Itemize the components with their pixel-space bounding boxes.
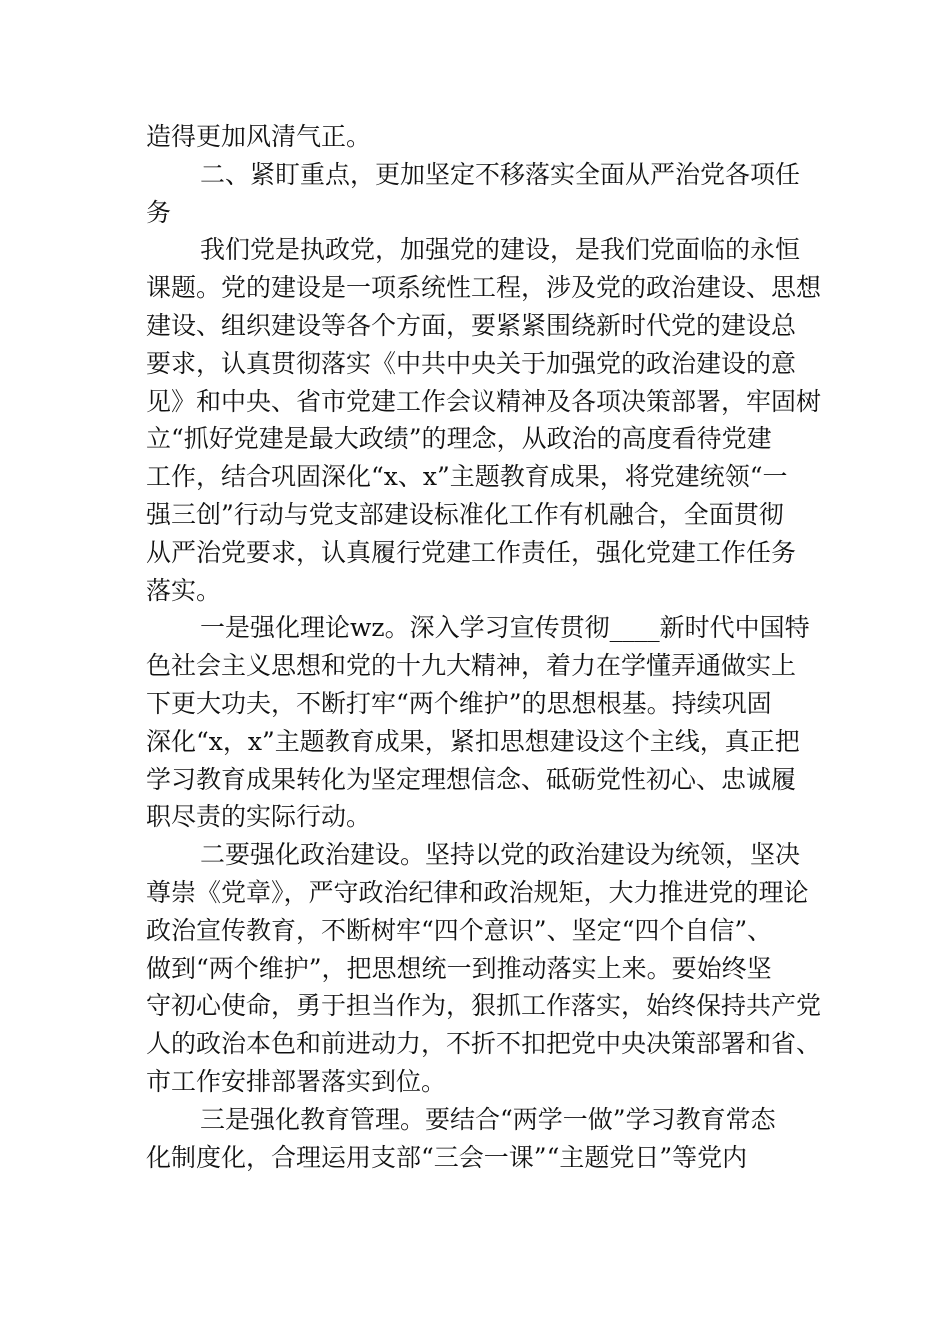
section-heading-line: 二、紧盯重点，更加坚定不移落实全面从严治党各项任: [200, 159, 801, 189]
text-line: 化制度化，合理运用支部“三会一课”“主题党日”等党内: [146, 1142, 748, 1172]
text-line: 守初心使命，勇于担当作为，狠抓工作落实，始终保持共产党: [146, 991, 822, 1021]
text-line: 政治宣传教育，不断树牢“四个意识”、坚定“四个自信”、: [146, 915, 773, 945]
text-line: 职尽责的实际行动。: [146, 802, 372, 832]
text-line: 下更大功夫，不断打牢“两个维护”的思想根基。持续巩固: [146, 688, 772, 718]
text-line: 学习教育成果转化为坚定理想信念、砥砺党性初心、忠诚履: [146, 764, 797, 794]
text-line: 做到“两个维护”，把思想统一到推动落实上来。要始终坚: [146, 953, 772, 983]
text-line: 工作，结合巩固深化“x、x”主题教育成果，将党建统领“一: [146, 462, 788, 492]
text-line: 落实。: [146, 575, 222, 605]
text-line: 建设、组织建设等各个方面，要紧紧围绕新时代党的建设总: [146, 310, 797, 340]
text-line: 色社会主义思想和党的十九大精神，着力在学懂弄通做实上: [146, 651, 797, 681]
document-body: [146, 118, 826, 1176]
text-line: 深化“x，x”主题教育成果，紧扣思想建设这个主线，真正把: [146, 726, 800, 756]
text-line: 二要强化政治建设。坚持以党的政治建设为统领，坚决: [200, 840, 801, 870]
text-line: 三是强化教育管理。要结合“两学一做”学习教育常态: [200, 1104, 776, 1134]
text-line: 立“抓好党建是最大政绩”的理念，从政治的高度看待党建: [146, 424, 772, 454]
text-line: 人的政治本色和前进动力，不折不扣把党中央决策部署和省、: [146, 1029, 822, 1059]
text-line: 造得更加风清气正。: [146, 122, 372, 151]
section-heading-line: 务: [146, 197, 172, 227]
text-line: 尊崇《党章》，严守政治纪律和政治规矩，大力推进党的理论: [146, 877, 809, 907]
text-line: 课题。党的建设是一项系统性工程，涉及党的政治建设、思想: [146, 273, 822, 303]
text-line: 见》和中央、省市党建工作会议精神及各项决策部署，牢固树: [146, 386, 822, 416]
text-line: 要求，认真贯彻落实《中共中央关于加强党的政治建设的意: [146, 348, 797, 378]
text-line: 强三创”行动与党支部建设标准化工作有机融合，全面贯彻: [146, 499, 784, 529]
text-line: 我们党是执政党，加强党的建设，是我们党面临的永恒: [200, 235, 801, 265]
text-line: 市工作安排部署落实到位。: [146, 1066, 447, 1096]
text-line: 从严治党要求，认真履行党建工作责任，强化党建工作任务: [146, 537, 797, 567]
text-line: 一是强化理论wz。深入学习宣传贯彻____新时代中国特: [200, 613, 810, 643]
